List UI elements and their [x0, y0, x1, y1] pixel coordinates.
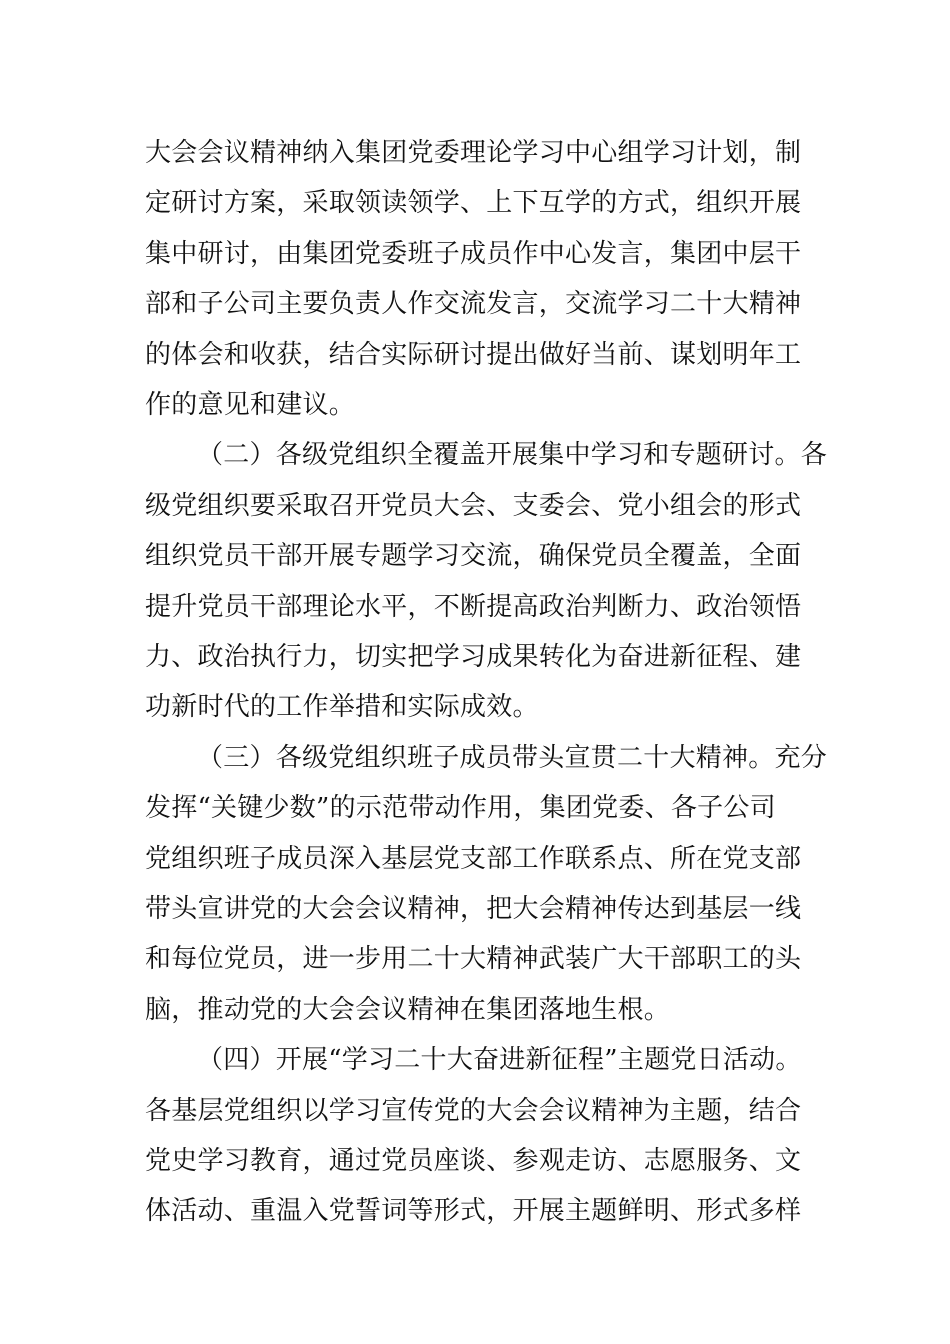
paragraph-2-heading-line: （二）各级党组织全覆盖开展集中学习和专题研讨。各 — [197, 440, 828, 470]
text-line: 部和子公司主要负责人作交流发言，交流学习二十大精神 — [145, 289, 802, 319]
text-line: 体活动、重温入党誓词等形式，开展主题鲜明、形式多样 — [145, 1196, 802, 1226]
text-line: 各基层党组织以学习宣传党的大会会议精神为主题，结合 — [145, 1096, 802, 1126]
paragraph-4-heading-line: （四）开展“学习二十大奋进新征程”主题党日活动。 — [197, 1045, 802, 1075]
text-line: 力、政治执行力，切实把学习成果转化为奋进新征程、建 — [145, 642, 802, 672]
text-line: 级党组织要采取召开党员大会、支委会、党小组会的形式 — [145, 491, 802, 521]
text-line: 集中研讨，由集团党委班子成员作中心发言，集团中层干 — [145, 239, 802, 269]
text-line: 大会会议精神纳入集团党委理论学习中心组学习计划，制 — [145, 138, 802, 168]
text-line: 提升党员干部理论水平，不断提高政治判断力、政治领悟 — [145, 592, 802, 622]
text-line: 的体会和收获，结合实际研讨提出做好当前、谋划明年工 — [145, 340, 802, 370]
text-line: 带头宣讲党的大会会议精神，把大会精神传达到基层一线 — [145, 894, 802, 924]
text-line: 党组织班子成员深入基层党支部工作联系点、所在党支部 — [145, 844, 802, 874]
text-line: 组织党员干部开展专题学习交流，确保党员全覆盖，全面 — [145, 541, 802, 571]
text-line: 定研讨方案，采取领读领学、上下互学的方式，组织开展 — [145, 188, 802, 218]
text-line: 发挥“关键少数”的示范带动作用，集团党委、各子公司 — [145, 793, 776, 823]
text-line: 功新时代的工作举措和实际成效。 — [145, 692, 539, 722]
text-line: 和每位党员，进一步用二十大精神武装广大干部职工的头 — [145, 944, 802, 974]
text-line: 脑，推动党的大会会议精神在集团落地生根。 — [145, 995, 671, 1025]
paragraph-3-heading-line: （三）各级党组织班子成员带头宣贯二十大精神。充分 — [197, 743, 828, 773]
text-line: 作的意见和建议。 — [145, 390, 356, 420]
text-line: 党史学习教育，通过党员座谈、参观走访、志愿服务、文 — [145, 1146, 802, 1176]
